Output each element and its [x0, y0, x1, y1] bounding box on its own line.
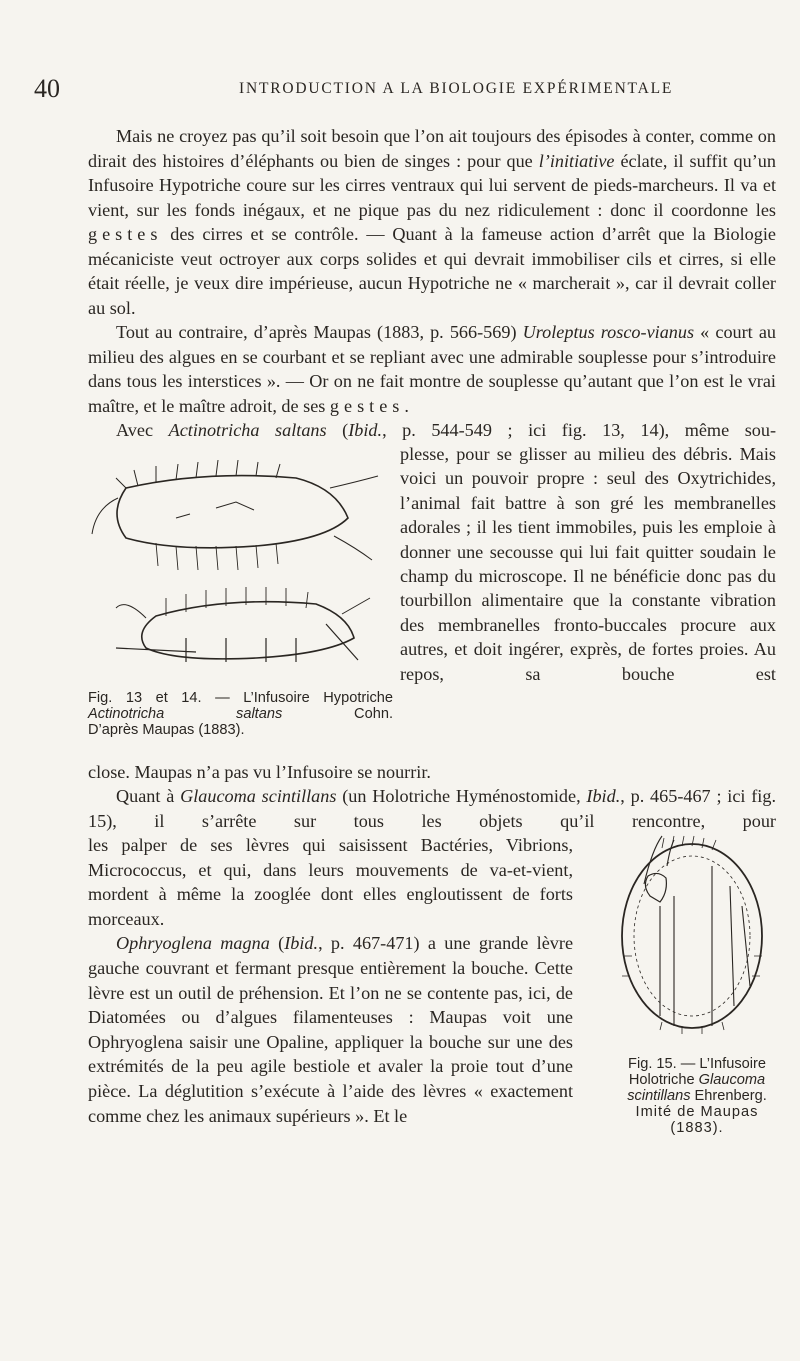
running-title: INTRODUCTION A LA BIOLOGIE EXPÉRIMENTALE: [239, 80, 674, 97]
paragraph-4-top: Quant à Glaucoma scintillans (un Holotriche Hyménostomide, Ibid., p. 465-467 ; ici fig. 15), il s’arrête sur tous les objets qu’il rencontre, pour: [88, 786, 776, 831]
actinotricha-illustration: [86, 448, 386, 678]
paragraph-3-end: close. Maupas n’a pas vu l’Infusoire se nourrir.: [88, 762, 431, 782]
figure-15-caption: Fig. 15. — L’Infusoire Holotriche Glaucoma scintillans Ehrenberg. Imité de Maupas (1883).: [627, 1056, 767, 1136]
figure-13-caption: Fig. 13 et 14. — L’Infusoire Hypotriche Actinotricha saltans Cohn. D’après Maupas (1883).: [88, 690, 394, 738]
page-number: 40: [34, 74, 60, 103]
paragraph-2: Tout au contraire, d’après Maupas (1883, p. 566-569) Uroleptus rosco-vianus « court au milieu des algues en se courbant et se repliant avec une admirable souplesse pour s’introduire dans tous les interstices ». — Or on ne fait montre de souplesse qu’autant que l’on est le vrai maître, et le maître adroit, de ses gestes.: [88, 322, 777, 416]
paragraph-5: Ophryoglena magna (Ibid., p. 467-471) a une grande lèvre gauche couvrant et fermant presque entièrement la bouche. Cette lèvre est un outil de préhension. Et l’on ne se contente pas, ici, de Diatomées ou d’algues filamenteuses : Maupas voit une Ophryoglena saisir une Opaline, appliquer la bouche sur une des extrémités de la peu agile bestiole et avaler la proie tout d’une pièce. La déglutition s’exécute à l’aide des lèvres « exactement comme chez les animaux supérieurs ». Et le: [88, 933, 574, 1126]
page-header: [34, 74, 774, 104]
body-text-top: [88, 124, 776, 418]
figure-13-14: [86, 448, 386, 678]
figure-15: [602, 826, 782, 1041]
glaucoma-illustration: [602, 826, 782, 1041]
body-text-left-column: les palper de ses lèvres qui saisissent Bactéries, Vibrions, Micrococcus, et qui, dans leurs mouvements de va-et-vient, mordent à même la zooglée dont elles engloutissent de forts morceaux. Ophryoglena magna (Ibid., p. 467-471) a une grande lèvre gauche couvrant et fermant presque entièrement la bouche. Cette lèvre est un outil de préhension. Et l’on ne se contente pas, ici, de Diatomées ou d’algues filamenteuses : Maupas voit une Ophryoglena saisir une Opaline, appliquer la bouche sur une des extrémités de la peu agile bestiole et avaler la proie tout d’une pièce. La déglutition s’exécute à l’aide des lèvres « exactement comme chez les animaux supérieurs ». Et le: [88, 833, 573, 1128]
paragraph-1: Mais ne croyez pas qu’il soit besoin que l’on ait toujours des épisodes à conter, comme on dirait des histoires d’éléphants ou bien de singes : pour que l’initiative éclate, il suffit qu’un Infusoire Hypotriche coure sur les cirres ventraux qui lui servent de pieds-marcheurs. Il va et vient, sur les fonds inégaux, et ne pique pas du nez ridiculement : donc il coordonne les gestes des cirres et se contrôle. — Quant à la fameuse action d’arrêt que la Biologie mécaniciste veut octroyer aux corps solides et qui devrait immobiliser cils et cirres, si elle était réelle, je veux dire impérieuse, aucun Hypotriche ne « marcherait », car il devrait coller au sol.: [88, 126, 776, 318]
paragraph-3-first-line: Avec Actinotricha saltans (Ibid., p. 544-549 ; ici fig. 13, 14), même sou-: [116, 420, 777, 440]
paragraph-3-column: plesse, pour se glisser au milieu des débris. Mais voici un pouvoir propre : seul des Oxytrichides, l’animal fait battre à son gré les membranelles adorales ; il les tient immobiles, puis les emploie à donner une secousse qui lui fait quitter soudain le champ du microscope. Il ne bénéficie donc pas du tourbillon alimentaire que la constante vibration des membranelles fronto-buccales procure aux autres, et doit ingérer, exprès, de fortes proies. Au repos, sa bouche est: [400, 444, 776, 684]
